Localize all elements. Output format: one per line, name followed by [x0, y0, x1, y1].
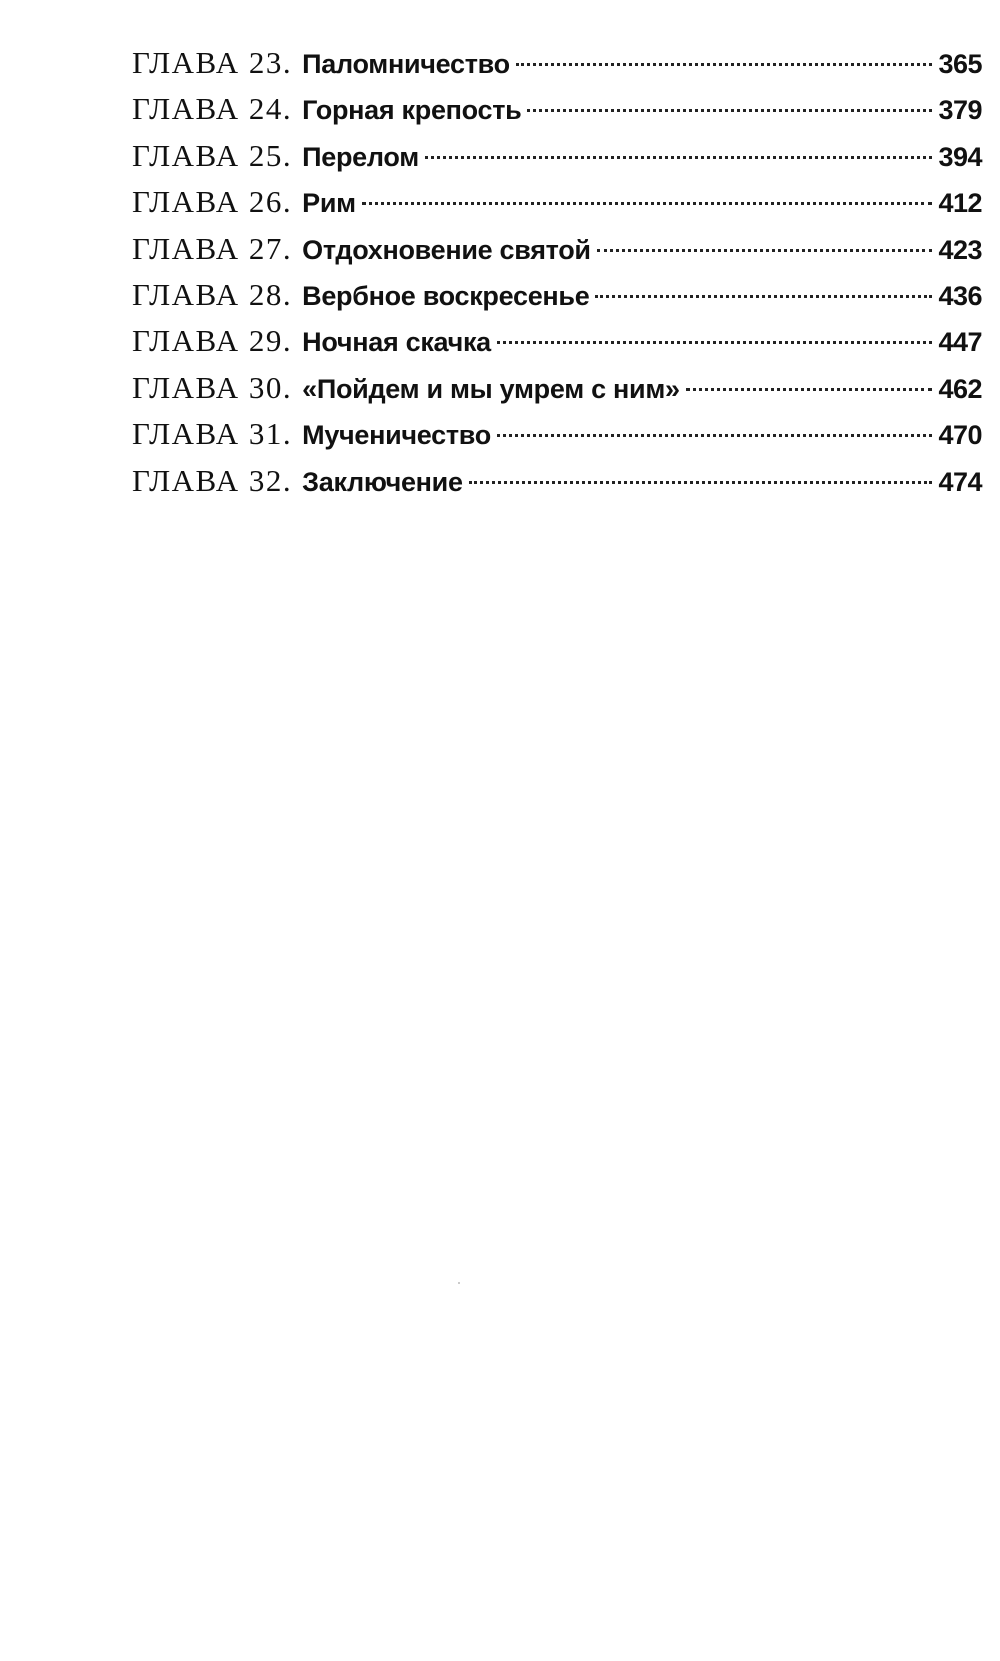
chapter-title: Перелом — [302, 141, 419, 172]
chapter-label: ГЛАВА 24. — [132, 91, 293, 127]
chapter-title: Отдохновение святой — [302, 234, 591, 265]
dot-leader — [497, 434, 932, 437]
page-number: 462 — [938, 373, 982, 404]
chapter-label: ГЛАВА 27. — [132, 230, 293, 266]
toc-entry — [132, 226, 982, 272]
toc-entry — [132, 365, 982, 411]
dot-leader — [362, 202, 933, 205]
table-of-contents — [132, 40, 982, 504]
dot-leader — [527, 109, 932, 112]
chapter-title: Заключение — [302, 466, 463, 497]
page-number: 470 — [938, 420, 982, 451]
dot-leader — [425, 156, 933, 159]
dot-leader — [469, 481, 933, 484]
page-number: 394 — [938, 141, 982, 172]
toc-entry — [132, 458, 982, 504]
chapter-label: ГЛАВА 29. — [132, 323, 293, 359]
toc-entry — [132, 179, 982, 225]
dot-leader — [686, 388, 933, 391]
page-number: 474 — [938, 466, 982, 497]
chapter-title: Вербное воскресенье — [302, 280, 590, 311]
chapter-label: ГЛАВА 26. — [132, 184, 293, 220]
page-number: 365 — [938, 49, 982, 79]
page-number: 423 — [938, 234, 982, 265]
toc-entry — [132, 272, 982, 318]
dot-leader — [516, 63, 933, 66]
chapter-title: Паломничество — [302, 49, 510, 79]
toc-entry — [132, 411, 982, 457]
chapter-label: ГЛАВА 30. — [132, 369, 293, 405]
dot-leader — [497, 341, 933, 344]
chapter-title: Рим — [302, 188, 356, 219]
page-number: 447 — [938, 327, 982, 358]
chapter-label: ГЛАВА 28. — [132, 276, 293, 312]
chapter-title: Горная крепость — [302, 95, 522, 126]
chapter-title: «Пойдем и мы умрем с ним» — [302, 373, 680, 404]
toc-entry — [132, 40, 982, 86]
page-number: 412 — [938, 188, 982, 219]
dot-leader — [597, 249, 933, 252]
chapter-label: ГЛАВА 23. — [132, 45, 293, 80]
toc-entry — [132, 318, 982, 364]
dot-leader — [595, 295, 932, 298]
chapter-label: ГЛАВА 32. — [132, 462, 293, 498]
chapter-title: Ночная скачка — [302, 327, 491, 358]
chapter-label: ГЛАВА 25. — [132, 137, 293, 173]
toc-entry — [132, 86, 982, 132]
chapter-title: Мученичество — [302, 420, 491, 451]
page-number: 379 — [938, 95, 982, 126]
chapter-label: ГЛАВА 31. — [132, 416, 293, 452]
page-number: 436 — [938, 280, 982, 311]
scan-speck — [458, 1282, 460, 1284]
toc-entry — [132, 133, 982, 179]
